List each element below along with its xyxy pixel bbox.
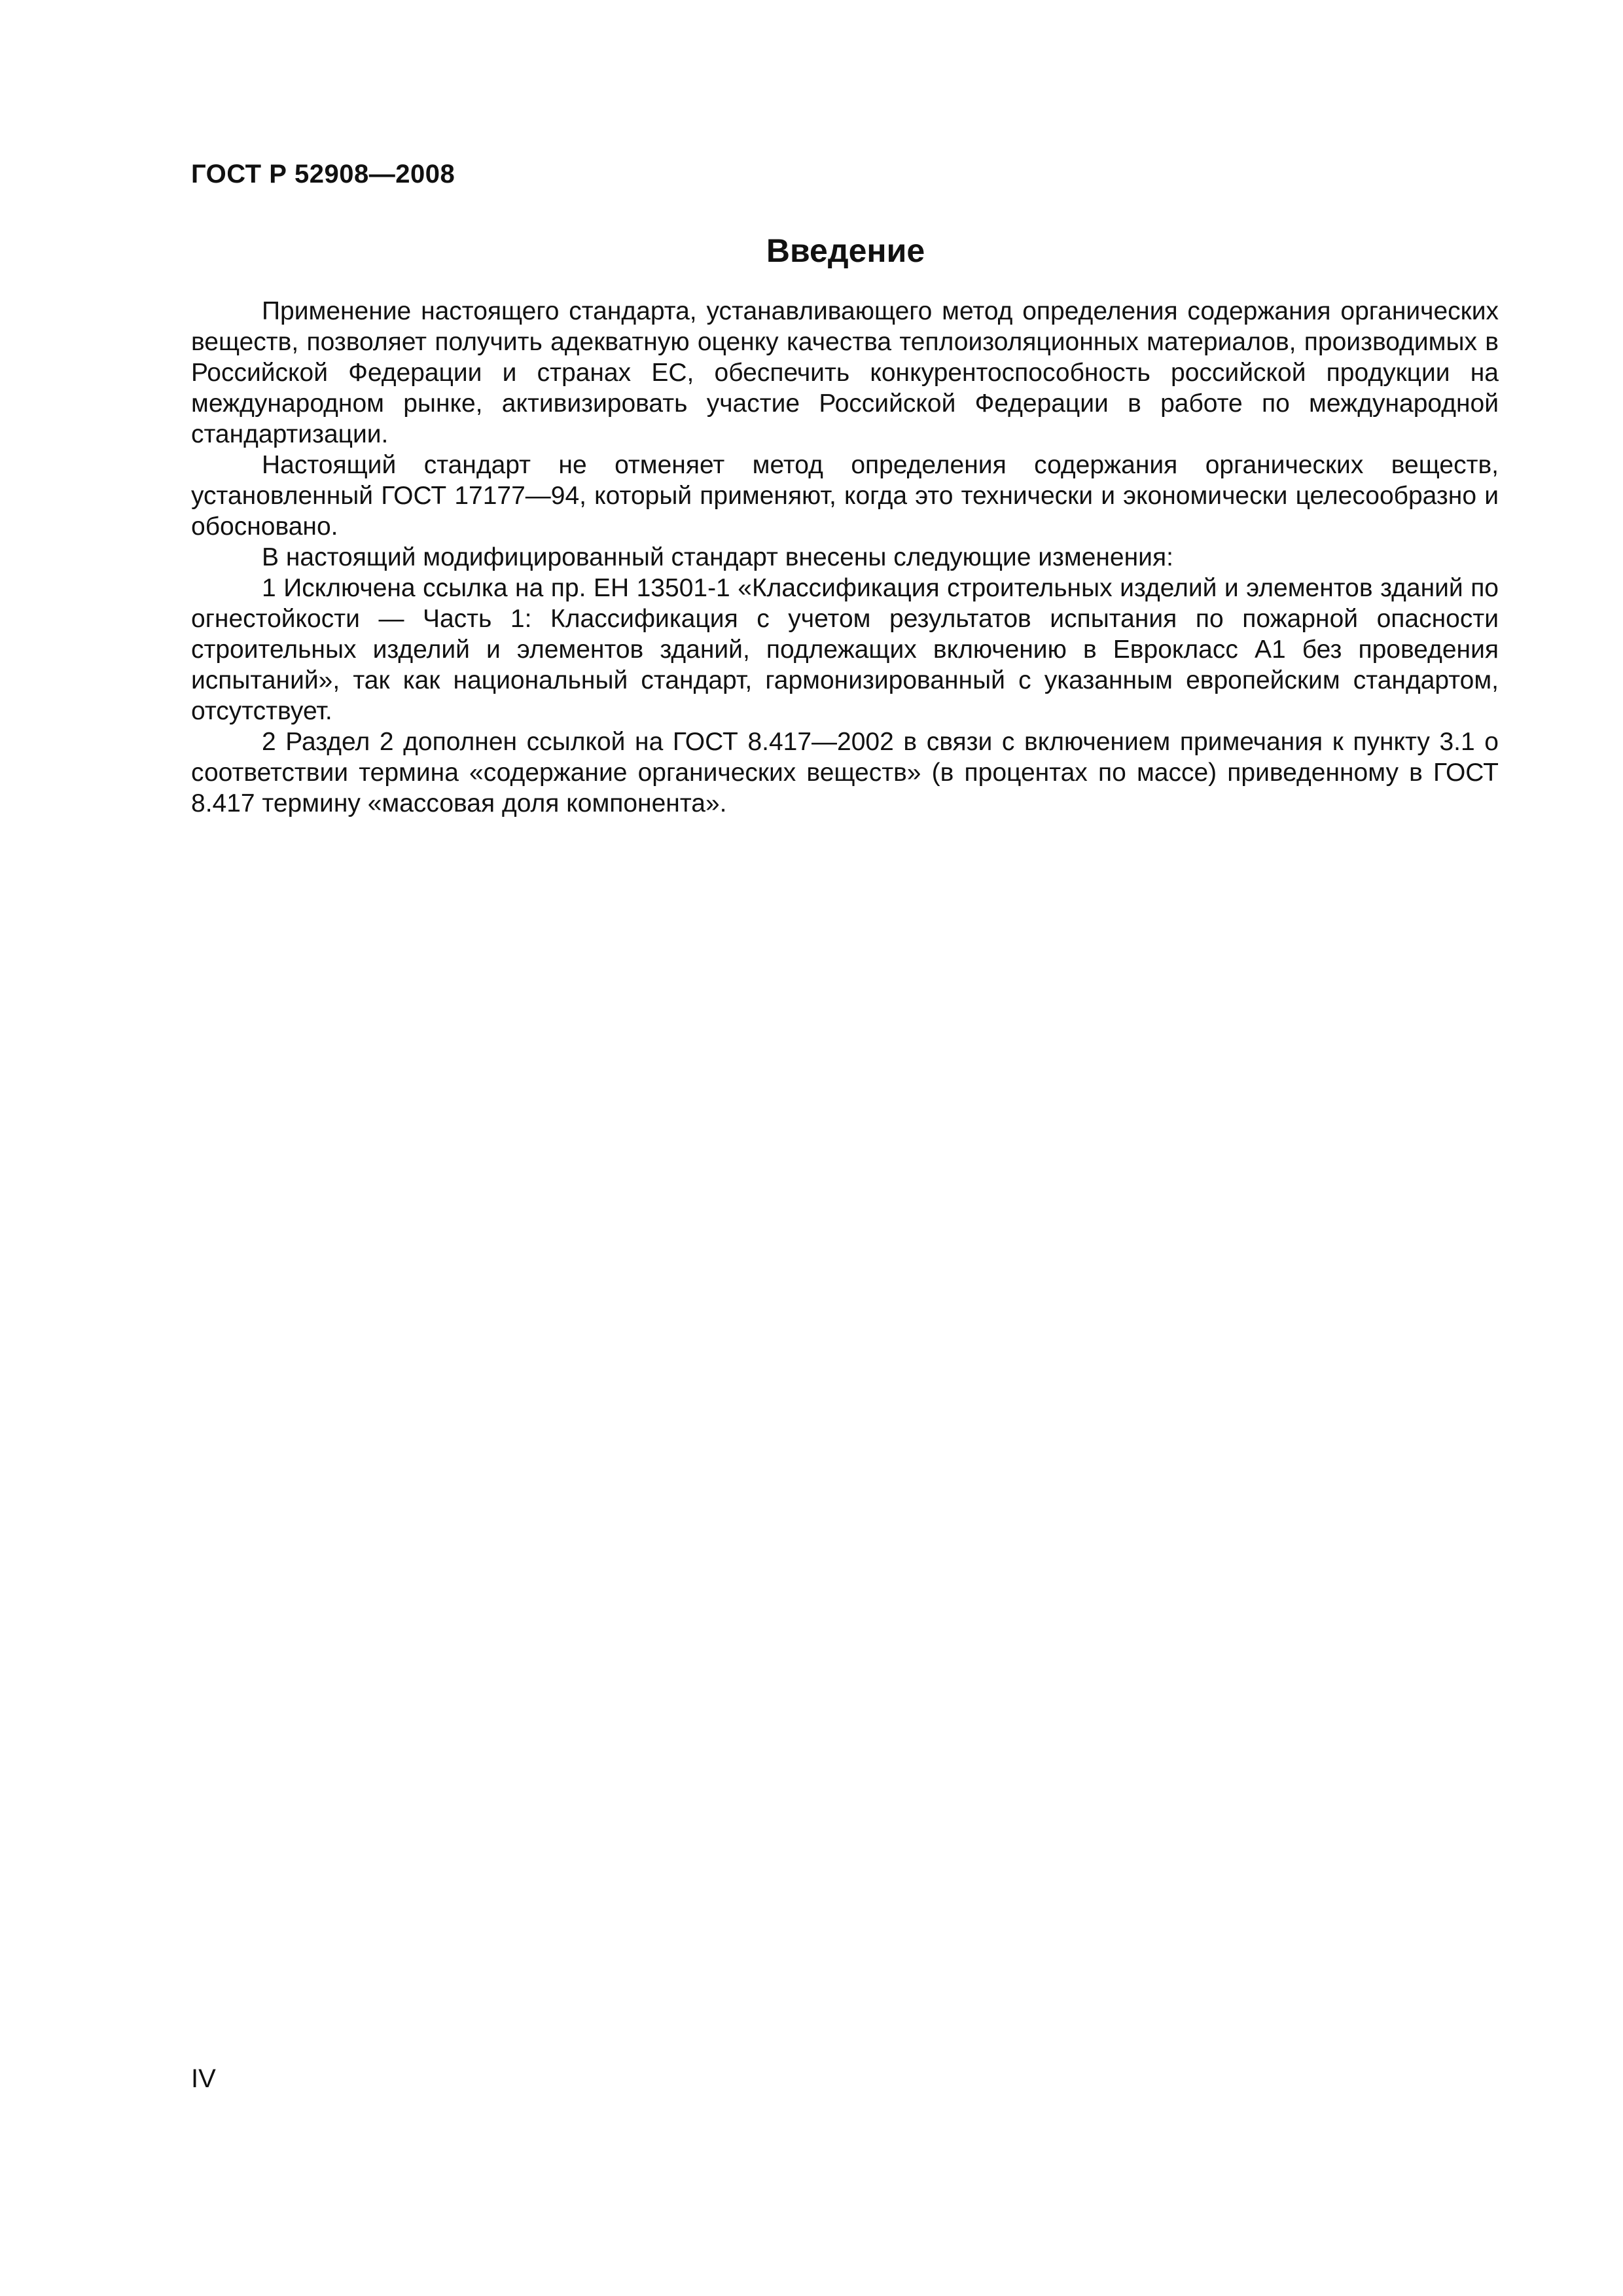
paragraph-changes-intro: В настоящий модифицированный стандарт внесены следующие изменения: [262, 543, 1173, 571]
section-title: Введение [766, 232, 925, 269]
document-code: ГОСТ Р 52908—2008 [191, 160, 455, 188]
paragraph-change-2: 2 Раздел 2 дополнен ссылкой на ГОСТ 8.417—2002 в связи с включением примечания к пункту 3.1 о соответствии термина «содержание органических веществ» (в процентах по массе) приведенному в ГОСТ 8.417 термину «массовая доля компонента». [191, 728, 1499, 817]
paragraph-intro: Применение настоящего стандарта, устанавливающего метод определения содержания органических веществ, позволяет получить адекватную оценку качества теплоизоляционных материалов, производимых в Российской Федерации и странах ЕС, обеспечить конкурентоспособность российской продукции на международном рынке, активизировать участие Российской Федерации в работе по международной стандартизации. [191, 297, 1499, 448]
paragraph-change-1: 1 Исключена ссылка на пр. ЕН 13501-1 «Классификация строительных изделий и элементов зданий по огнестойкости — Часть 1: Классификация с учетом результатов испытания по пожарной опасности строительных изделий и элементов зданий, подлежащих включению в Еврокласс А1 без проведения испытаний», так как национальный стандарт, гармонизированный с указанным европейским стандартом, отсутствует. [191, 574, 1499, 725]
body-text [191, 296, 1499, 819]
page-number: IV [191, 2064, 216, 2093]
paragraph-not-cancel: Настоящий стандарт не отменяет метод определения содержания органических веществ, установленный ГОСТ 17177—94, который применяют, когда это технически и экономически целесообразно и обосновано. [191, 451, 1499, 541]
